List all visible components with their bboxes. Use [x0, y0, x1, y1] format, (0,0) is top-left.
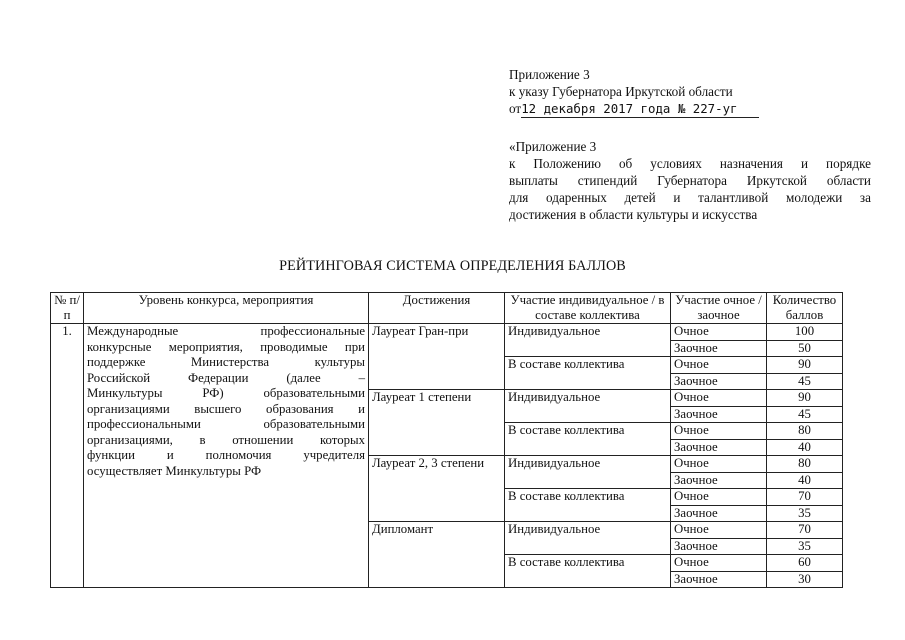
points-cell: 70	[767, 489, 843, 506]
level-line: организациями, в отношении которых	[87, 432, 365, 447]
participation-cell: В составе коллектива	[505, 489, 671, 522]
level-line: организациями высшего образования и	[87, 401, 365, 416]
points-cell: 70	[767, 522, 843, 539]
points-cell: 100	[767, 324, 843, 341]
level-line: профессиональными образовательными	[87, 417, 365, 431]
table-row	[51, 324, 843, 341]
participation-cell: В составе коллектива	[505, 423, 671, 456]
points-cell: 90	[767, 357, 843, 374]
appendix-line: выплаты стипендий Губернатора Иркутской области	[509, 173, 871, 188]
achievement-cell: Дипломант	[369, 522, 505, 588]
mode-cell: Заочное	[671, 340, 767, 357]
participation-cell: В составе коллектива	[505, 357, 671, 390]
points-cell: 90	[767, 390, 843, 407]
mode-cell: Очное	[671, 324, 767, 341]
level-line: поддержке Министерства культуры	[87, 355, 365, 369]
participation-cell: Индивидуальное	[505, 456, 671, 489]
mode-cell: Очное	[671, 456, 767, 473]
level-description	[84, 324, 369, 588]
header-num: № п/п	[51, 293, 84, 324]
mode-cell: Очное	[671, 489, 767, 506]
participation-cell: Индивидуальное	[505, 324, 671, 357]
mode-cell: Очное	[671, 555, 767, 572]
points-cell: 80	[767, 456, 843, 473]
mode-cell: Очное	[671, 423, 767, 440]
mode-cell: Очное	[671, 522, 767, 539]
header-date-typed: 12 декабря 2017 года № 227-уг	[521, 101, 738, 116]
points-cell: 45	[767, 406, 843, 423]
level-line: функции и полномочия учредителя	[87, 448, 365, 462]
rating-table	[50, 292, 843, 588]
points-cell: 35	[767, 538, 843, 555]
points-cell: 35	[767, 505, 843, 522]
header-appendix-label: Приложение 3	[509, 67, 590, 82]
mode-cell: Очное	[671, 357, 767, 374]
level-line: Российской Федерации (далее –	[87, 370, 365, 385]
mode-cell: Заочное	[671, 505, 767, 522]
participation-cell: В составе коллектива	[505, 555, 671, 588]
points-cell: 40	[767, 439, 843, 456]
appendix-line: «Приложение 3	[509, 139, 597, 154]
table-header-row	[51, 293, 843, 324]
points-cell: 40	[767, 472, 843, 489]
mode-cell: Заочное	[671, 472, 767, 489]
mode-cell: Заочное	[671, 538, 767, 555]
mode-cell: Заочное	[671, 373, 767, 390]
document-title: РЕЙТИНГОВАЯ СИСТЕМА ОПРЕДЕЛЕНИЯ БАЛЛОВ	[279, 258, 626, 274]
points-cell: 45	[767, 373, 843, 390]
participation-cell: Индивидуальное	[505, 522, 671, 555]
header-mode: Участие очное / заочное	[671, 293, 767, 324]
level-line: Международные профессиональные	[87, 324, 365, 338]
header-points: Количество баллов	[767, 293, 843, 324]
header-participation: Участие индивидуальное / в составе коллектива	[505, 293, 671, 324]
header-achievement: Достижения	[369, 293, 505, 324]
points-cell: 60	[767, 555, 843, 572]
header-decree-line: к указу Губернатора Иркутской области	[509, 84, 733, 99]
mode-cell: Очное	[671, 390, 767, 407]
mode-cell: Заочное	[671, 571, 767, 588]
achievement-cell: Лауреат Гран-при	[369, 324, 505, 390]
level-line: Минкультуры РФ) образовательными	[87, 386, 365, 400]
appendix-line: для одаренных детей и талантливой молодежи за	[509, 190, 871, 205]
header-level: Уровень конкурса, мероприятия	[84, 293, 369, 324]
header-date-line	[509, 101, 759, 118]
appendix-block	[509, 138, 871, 223]
achievement-cell: Лауреат 2, 3 степени	[369, 456, 505, 522]
mode-cell: Заочное	[671, 439, 767, 456]
appendix-line: к Положению об условиях назначения и порядке	[509, 156, 871, 171]
row-number: 1.	[51, 324, 84, 588]
mode-cell: Заочное	[671, 406, 767, 423]
points-cell: 50	[767, 340, 843, 357]
points-cell: 80	[767, 423, 843, 440]
header-date-prefix: от	[509, 101, 522, 116]
achievement-cell: Лауреат 1 степени	[369, 390, 505, 456]
appendix-line: достижения в области культуры и искусства	[509, 207, 758, 222]
level-line: осуществляет Минкультуры РФ	[87, 463, 262, 478]
level-line: конкурсные мероприятия, проводимые при	[87, 339, 365, 354]
points-cell: 30	[767, 571, 843, 588]
participation-cell: Индивидуальное	[505, 390, 671, 423]
